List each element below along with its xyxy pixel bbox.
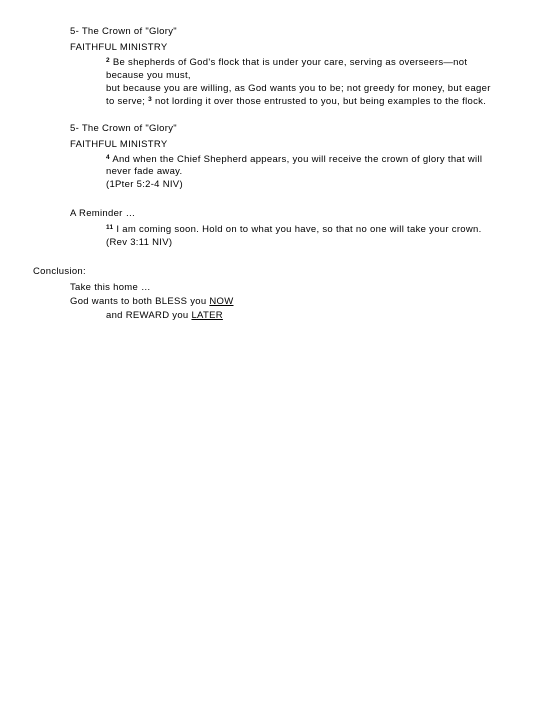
conclusion-heading: Conclusion: [33,266,86,277]
section1-verse-line-2: because you must, [106,70,191,81]
verse-number: 3 [148,96,152,103]
verse-number: 4 [106,154,110,161]
reminder-heading: A Reminder … [70,208,136,219]
emphasis-now: NOW [209,296,234,307]
conclusion-text: God wants to both BLESS you [70,296,210,307]
section1-verse-line-1 [106,57,467,70]
verse-text: not lording it over those entrusted to you, but being examples to the flock. [152,96,487,107]
conclusion-line-3 [106,310,223,323]
verse-text: I am coming soon. Hold on to what you have, so that no one will take your crown. [113,224,482,235]
section1-heading: 5- The Crown of "Glory" [70,26,177,37]
section1-subheading: FAITHFUL MINISTRY [70,42,168,53]
conclusion-line-2 [70,296,234,309]
verse-text: And when the Chief Shepherd appears, you will receive the crown of glory that will [109,154,483,165]
reminder-verse-line-1 [106,224,482,237]
emphasis-later: LATER [191,310,223,321]
verse-number: 2 [106,57,110,64]
section2-verse-line-2: never fade away. [106,166,183,177]
conclusion-line-1: Take this home … [70,282,151,293]
section1-verse-line-3: but because you are willing, as God wants you to be; not greedy for money, but eager [106,83,491,94]
conclusion-text: and REWARD you [106,310,192,321]
reminder-reference: (Rev 3:11 NIV) [106,237,173,248]
section2-subheading: FAITHFUL MINISTRY [70,139,168,150]
verse-text: Be shepherds of God's flock that is under your care, serving as overseers—not [109,57,468,68]
verse-text: to serve; [106,96,149,107]
section2-verse-line-1 [106,154,482,167]
verse-number: 11 [106,224,114,231]
section2-heading: 5- The Crown of "Glory" [70,123,177,134]
section2-reference: (1Pter 5:2-4 NIV) [106,179,183,190]
section1-verse-line-4 [106,96,486,109]
